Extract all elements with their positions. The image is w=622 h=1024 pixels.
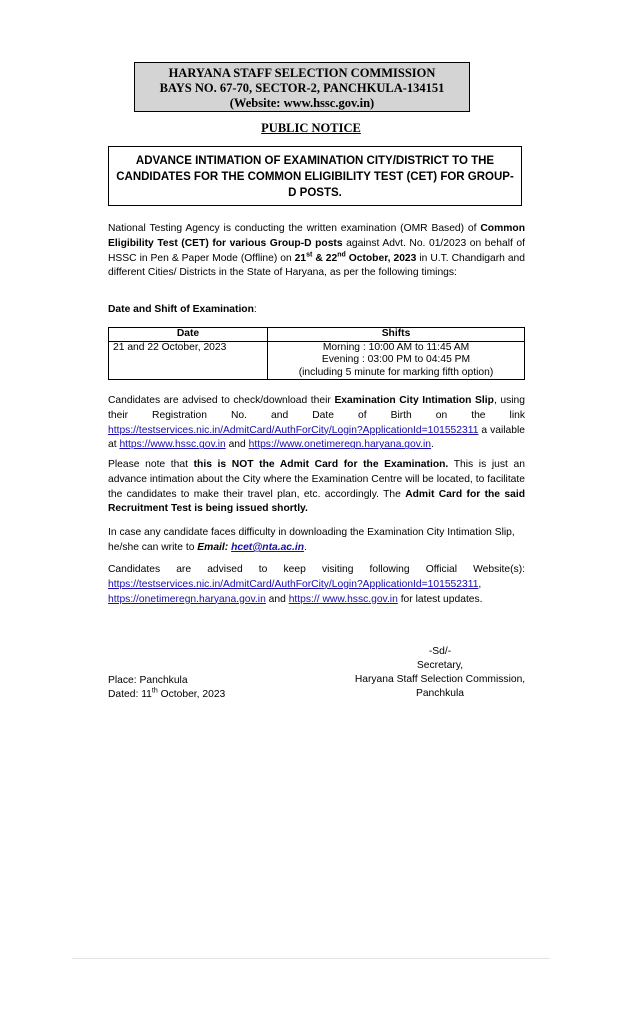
footer-divider [72, 958, 550, 959]
websites-paragraph: Candidates are advised to keep visiting following Official Website(s): https://testservices.nic.in/AdmitCard/AuthForCity/Login?ApplicationId=101552311, https://onetimeregn.haryana.gov.in and https:// www.hssc.gov.in for latest updates. [108, 564, 525, 605]
bold-text: Common Eligibility Test (CET) for various Group-D posts [108, 223, 525, 249]
intro-paragraph [108, 222, 525, 281]
signatory-designation: Secretary, [416, 660, 464, 671]
shift-note: (including 5 minute for marking fifth option) [298, 366, 494, 378]
signatory-organisation: Haryana Staff Selection Commission, [354, 674, 526, 685]
signature-block [320, 645, 560, 701]
text: National Testing Agency is conducting the written examination (OMR Based) of [108, 223, 481, 234]
city-slip-link[interactable]: https://testservices.nic.in/AdmitCard/AuthForCity/Login?ApplicationId=101552311 [108, 424, 479, 436]
onetimeregn-link[interactable]: https://www.onetimeregn.haryana.gov.in [248, 439, 432, 451]
morning-shift: Morning : 10:00 AM to 11:45 AM [322, 341, 470, 353]
hssc-website-link[interactable]: https:// www.hssc.gov.in [288, 593, 398, 605]
city-slip-link[interactable]: https://testservices.nic.in/AdmitCard/AuthForCity/Login?ApplicationId=101552311 [108, 578, 479, 590]
notice-subject-box: ADVANCE INTIMATION OF EXAMINATION CITY/DISTRICT TO THE CANDIDATES FOR THE COMMON ELIGIBILITY TEST (CET) FOR GROUP-D POSTS. [108, 146, 522, 206]
table-header-row [109, 328, 525, 342]
admit-card-note-paragraph: Please note that this is NOT the Admit Card for the Examination. This is just an advance intimation about the City where the Examination Centre will be located, to facilitate the candidates to make their travel plan, etc. accordingly. The Admit Card for the said Recruitment Test is being issued shortly. [108, 459, 525, 515]
shifts-cell [268, 341, 525, 380]
helpdesk-paragraph: In case any candidate faces difficulty in downloading the Examination City Intimation Slip, he/she can write to Email: hcet@nta.ac.in. [108, 527, 515, 553]
commission-header-box [134, 62, 470, 112]
hssc-website-link[interactable]: https://www.hssc.gov.in [119, 439, 226, 451]
commission-address: BAYS NO. 67-70, SECTOR-2, PANCHKULA-134151 [159, 81, 445, 95]
table-row [109, 341, 525, 380]
helpdesk-email-link[interactable]: hcet@nta.ac.in [231, 541, 305, 553]
date-text: Dated: 11th October, 2023 [108, 687, 226, 700]
schedule-table [108, 327, 525, 380]
text: against Advt. No. 01/2023 on behalf of HSSC in Pen & Paper Mode (Offline) on [108, 237, 525, 264]
page-title: PUBLIC NOTICE [261, 121, 361, 135]
signatory-city: Panchkula [415, 688, 465, 699]
download-instructions-paragraph: Candidates are advised to check/download their Examination City Intimation Slip, using their Registration No. and Date of Birth on the link https://testservices.nic.in/AdmitCard/AuthForCity/Login?ApplicationId=101552311 a vailable at https://www.hssc.gov.in and https://www.onetimeregn.haryana.gov.in. [108, 395, 525, 451]
exam-dates: 21st & 22nd October, 2023 [294, 251, 417, 264]
column-header-date: Date [109, 328, 268, 342]
column-header-shifts: Shifts [268, 328, 525, 342]
signature-mark: -Sd/- [428, 646, 452, 657]
evening-shift: Evening : 03:00 PM to 04:45 PM [321, 354, 471, 365]
onetimeregn-link[interactable]: https://onetimeregn.haryana.gov.in [108, 593, 266, 605]
text: in U.T. Chandigarh and different Cities/ Districts in the State of Haryana, as per the following timings: [108, 252, 525, 279]
schedule-heading: Date and Shift of Examination: [108, 304, 257, 315]
commission-name: HARYANA STAFF SELECTION COMMISSION [168, 66, 436, 80]
place-text: Place: Panchkula [108, 675, 188, 686]
exam-date-cell: 21 and 22 October, 2023 [109, 341, 268, 380]
commission-website: (Website: www.hssc.gov.in) [229, 96, 375, 110]
